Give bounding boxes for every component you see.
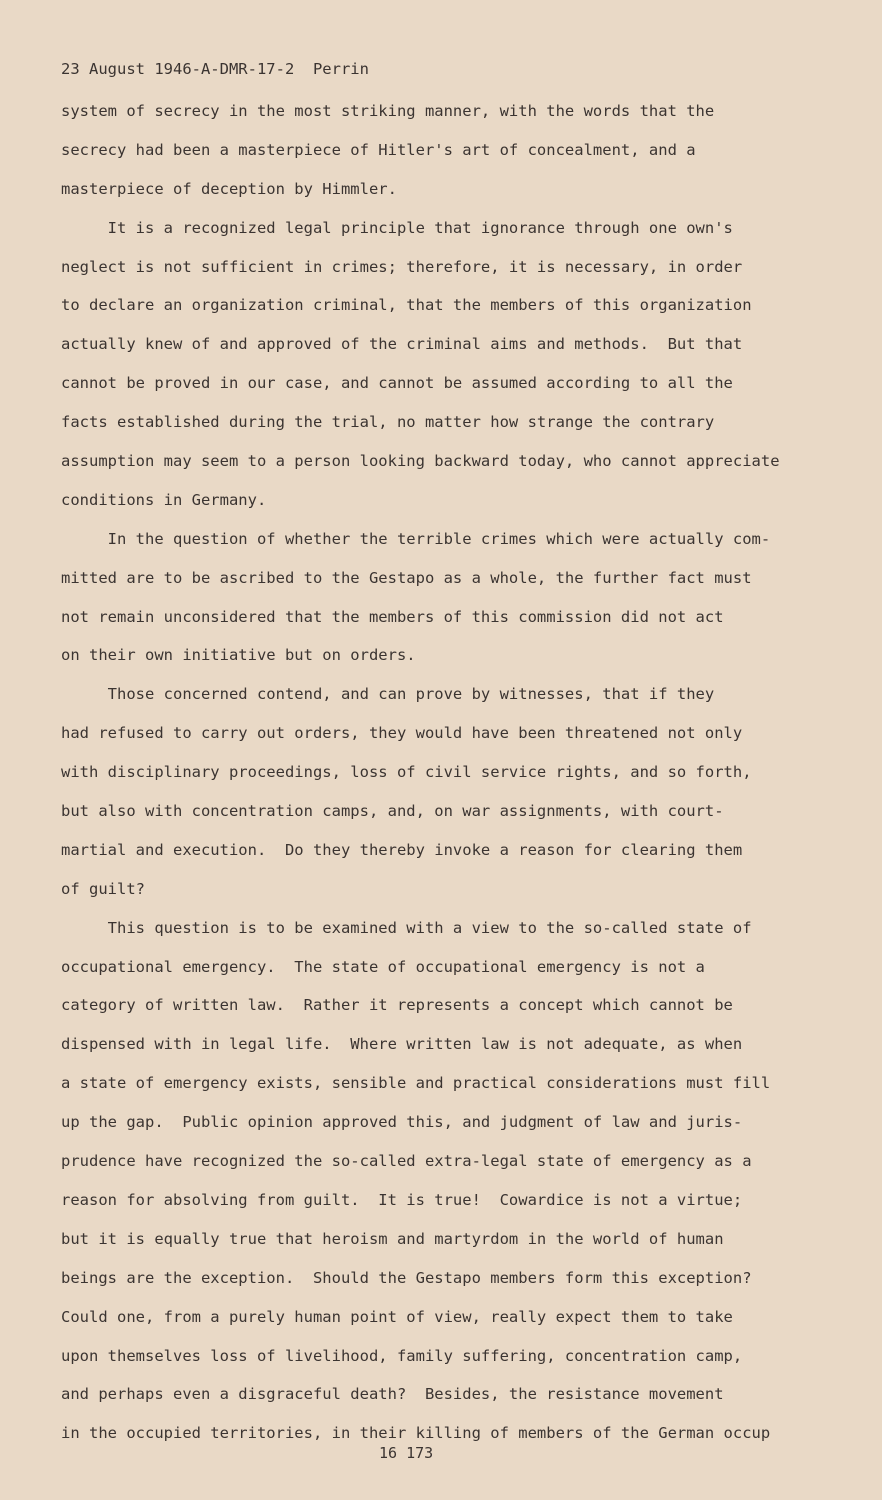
text-line: In the question of whether the terrible crimes which were actually com- [61,529,771,548]
text-line: secrecy had been a masterpiece of Hitler's art of concealment, and a [61,140,696,159]
text-line: prudence have recognized the so-called extra-legal state of emergency as a [61,1152,752,1171]
text-line: upon themselves loss of livelihood, family suffering, concentration camp, [61,1346,743,1365]
text-line: Could one, from a purely human point of view, really expect them to take [61,1307,733,1326]
body-text [61,92,821,1453]
text-line: but it is equally true that heroism and martyrdom in the world of human [61,1229,724,1248]
page-number: 16 173 [379,1444,434,1462]
text-line: cannot be proved in our case, and cannot be assumed according to all the [61,374,733,393]
text-line: Those concerned contend, and can prove by witnesses, that if they [61,685,715,704]
text-line: to declare an organization criminal, that the members of this organization [61,296,752,315]
text-line: facts established during the trial, no matter how strange the contrary [61,413,715,432]
text-line: with disciplinary proceedings, loss of civil service rights, and so forth, [61,763,752,782]
text-line: occupational emergency. The state of occupational emergency is not a [61,957,705,976]
text-line: beings are the exception. Should the Gestapo members form this exception? [61,1268,752,1287]
text-line: a state of emergency exists, sensible and practical considerations must fill [61,1074,771,1093]
text-line: actually knew of and approved of the criminal aims and methods. But that [61,335,743,354]
text-line: had refused to carry out orders, they would have been threatened not only [61,724,743,743]
text-line: category of written law. Rather it represents a concept which cannot be [61,996,733,1015]
text-line: of guilt? [61,879,145,898]
text-line: on their own initiative but on orders. [61,646,416,665]
text-line: assumption may seem to a person looking backward today, who cannot appreciate [61,452,780,471]
text-line: reason for absolving from guilt. It is true! Cowardice is not a virtue; [61,1190,743,1209]
text-line: It is a recognized legal principle that ignorance through one own's [61,218,733,237]
text-line: up the gap. Public opinion approved this, and judgment of law and juris- [61,1113,743,1132]
text-line: masterpiece of deception by Himmler. [61,179,397,198]
text-line: conditions in Germany. [61,490,267,509]
text-line: and perhaps even a disgraceful death? Besides, the resistance movement [61,1385,724,1404]
text-line: not remain unconsidered that the members of this commission did not act [61,607,724,626]
text-line: but also with concentration camps, and, on war assignments, with court- [61,802,724,821]
text-line: in the occupied territories, in their killing of members of the German occup [61,1424,771,1443]
text-line: dispensed with in legal life. Where written law is not adequate, as when [61,1035,743,1054]
text-line: mitted are to be ascribed to the Gestapo as a whole, the further fact must [61,568,752,587]
text-line: system of secrecy in the most striking manner, with the words that the [61,102,715,120]
text-line: neglect is not sufficient in crimes; therefore, it is necessary, in order [61,257,743,276]
text-line: This question is to be examined with a view to the so-called state of [61,918,752,937]
page-header: 23 August 1946-A-DMR-17-2 Perrin [61,60,369,78]
text-line: martial and execution. Do they thereby invoke a reason for clearing them [61,840,743,859]
